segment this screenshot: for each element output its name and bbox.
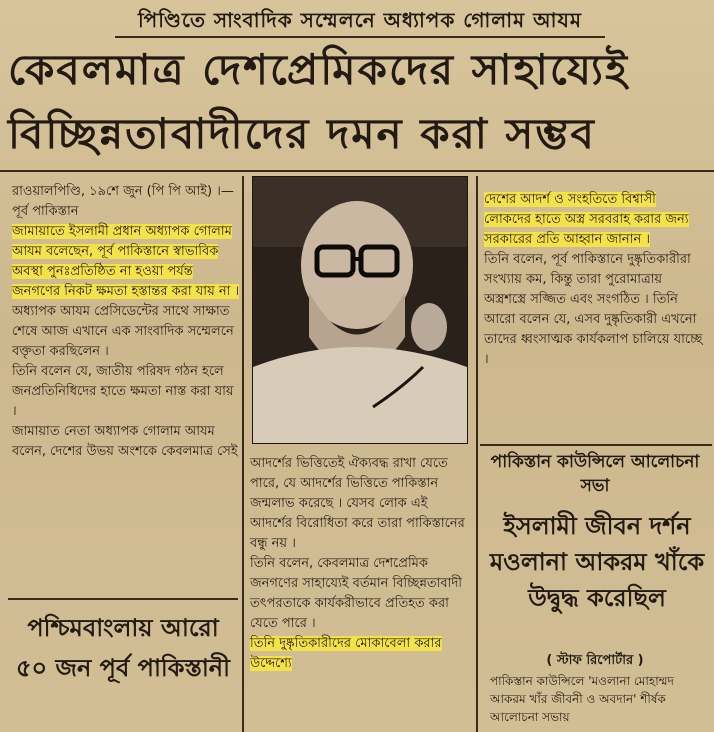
column-divider <box>242 176 244 732</box>
headline-line-1: কেবলমাত্র দেশপ্রেমিকদের সাহায্যেই <box>8 45 629 94</box>
portrait-photo <box>252 176 468 444</box>
paragraph: তিনি বলেন, কেবলমাত্র দেশপ্রেমিক জনগণের সাহায্যেই বর্তমান বিচ্ছিন্নতাবাদী তৎপরতাকে কার্যকরীভাবে প্রতিহত করা যেতে পারে । <box>250 556 462 631</box>
story-body: পাকিস্তান কাউন্সিলে 'মওলানা মোহাম্মদ আকরম খাঁর জীবনী ও অবদান' শীর্ষক আলোচনা সভায় <box>490 674 674 724</box>
story-byline: ( স্টাফ রিপোর্টার ) <box>546 653 644 668</box>
paragraph: তিনি বলেন, পূর্ব পাকিস্তানে দুষ্কৃতিকারীরা সংখ্যায় কম, কিন্তু তারা পুরোমাত্রায় অস্ত্রশস্ত্রে সজ্জিত এবং সংগঠিত । তিনি আরো বলেন যে, এসব দুষ্কৃতিকারী এখনো তাদের ধ্বংসাত্মক কার্যকলাপ চালিয়ে যাচ্ছে । <box>484 252 703 367</box>
highlighted-lead: জামায়াতে ইসলামী প্রধান অধ্যাপক গোলাম আযম বলেছেন, পূর্ব পাকিস্তানে স্বাভাবিক অবস্থা পুনঃপ্রতিষ্ঠিত না হওয়া পর্যন্ত জনগণের নিকট ক্ষমতা হস্তান্তর করা যায় না । <box>12 224 240 299</box>
headline-rule <box>0 170 714 172</box>
paragraph: তিনি বলেন যে, জাতীয় পরিষদ গঠন হলে জনপ্রতিনিধিদের হাতে ক্ষমতা নাস্ত করা যায় । <box>12 364 234 419</box>
column-left <box>12 182 240 462</box>
column-middle <box>250 454 472 674</box>
portrait-image <box>253 177 467 443</box>
section-rule <box>480 444 712 446</box>
section-rule <box>8 598 238 600</box>
paragraph: আদর্শের ভিত্তিতেই ঐক্যবদ্ধ রাখা যেতে পারে, যে আদর্শের ভিত্তিতে পাকিস্তান জন্মলাভ করেছে । যেসব লোক এই আদর্শের বিরোধিতা করে তারা পাকিস্তানের বন্ধু নয় । <box>250 456 465 551</box>
highlighted-passage: দেশের আদর্শ ও সংহতিতে বিশ্বাসী লোকদের হাতে অস্ত্র সরবরাহ করার জন্য সরকারের প্রতি আহ্বান জানান । <box>484 192 689 247</box>
dateline: রাওয়ালপিণ্ডি, ১৯শে জুন (পি পি আই) ।—পূর্ব পাকিস্তান <box>12 184 234 219</box>
highlighted-passage: তিনি দুষ্কৃতিকারীদের মোকাবেলা করার উদ্দেশ্যে <box>250 636 442 671</box>
story-headline: ইসলামী জীবন দর্শন মওলানা আকরম খাঁকে উদ্বুদ্ধ করেছিল <box>489 512 705 612</box>
article-kicker: পিণ্ডিতে সাংবাদিক সম্মেলনে অধ্যাপক গোলাম আযম <box>115 6 605 38</box>
paragraph: জামায়াত নেতা অধ্যাপক গোলাম আযম বলেন, দেশের উভয় অংশকে কেবলমাত্র সেই <box>12 424 238 459</box>
headline-line-2: বিচ্ছিন্নতাবাদীদের দমন করা সম্ভব <box>8 109 596 158</box>
paragraph: অধ্যাপক আযম প্রেসিডেন্টের সাথে সাক্ষাত শেষে আজ এখানে এক সাংবাদিক সম্মেলনে বক্তৃতা করছিলেন । <box>12 304 234 359</box>
column-divider <box>476 176 478 732</box>
story-label: পাকিস্তান কাউন্সিলে আলোচনা সভা <box>490 452 700 496</box>
column-right <box>484 190 704 370</box>
story-headline-west-bengal: পশ্চিমবাংলায় আরো ৫০ জন পূর্ব পাকিস্তানী <box>15 614 230 682</box>
